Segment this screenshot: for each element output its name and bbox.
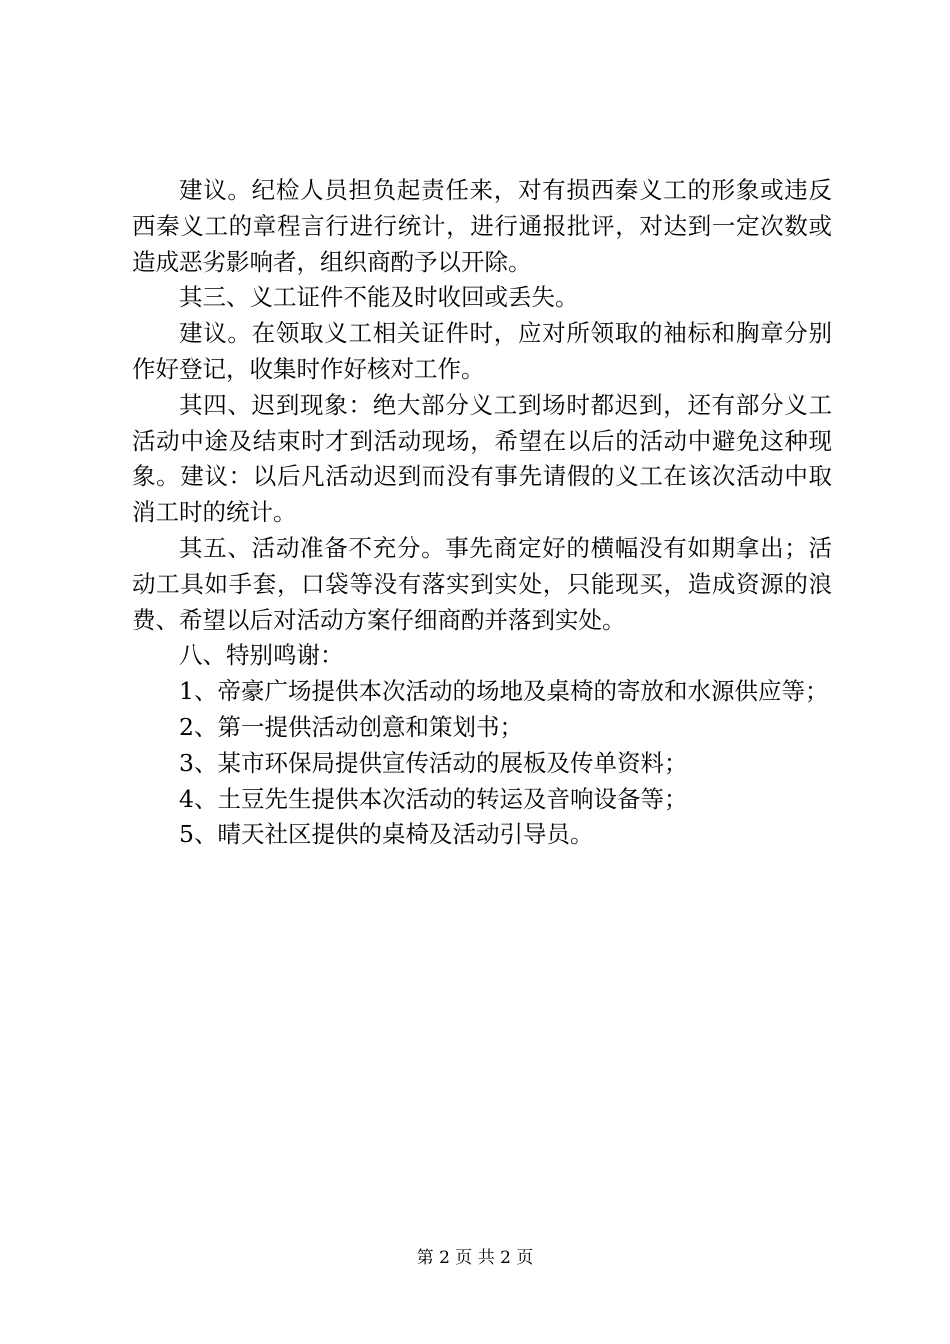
paragraph-recommendation-discipline: 建议。纪检人员担负起责任来，对有损西秦义工的形象或违反西秦义工的章程言行进行统计，进行通报批评，对达到一定次数或造成恶劣影响者，组织商酌予以开除。 [132,176,832,276]
page-number-label: 第 2 页 共 2 页 [416,1248,534,1268]
acknowledgement-item-3: 3、某市环保局提供宣传活动的展板及传单资料； [179,748,688,777]
acknowledgement-item-4: 4、土豆先生提供本次活动的转运及音响设备等； [179,784,688,813]
paragraph-recommendation-badges: 建议。在领取义工相关证件时，应对所领取的袖标和胸章分别作好登记，收集时作好核对工作。 [132,319,832,383]
page-footer [0,1248,950,1268]
paragraph-issue-five: 其五、活动准备不充分。事先商定好的横幅没有如期拿出；活动工具如手套，口袋等没有落实到实处，只能现买，造成资源的浪费、希望以后对活动方案仔细商酌并落到实处。 [132,533,832,634]
paragraph-issue-four: 其四、迟到现象：绝大部分义工到场时都迟到，还有部分义工活动中途及结束时才到活动现场，希望在以后的活动中避免这种现象。建议：以后凡活动迟到而没有事先请假的义工在该次活动中取消工时的统计。 [132,390,832,527]
acknowledgement-item-1: 1、帝豪广场提供本次活动的场地及桌椅的寄放和水源供应等； [179,677,829,706]
acknowledgement-item-2: 2、第一提供活动创意和策划书； [179,712,523,741]
document-body [132,173,832,853]
acknowledgement-item-5: 5、晴天社区提供的桌椅及活动引导员。 [179,820,594,849]
section-heading-acknowledgements: 八、特别鸣谢： [179,641,344,670]
paragraph-issue-three: 其三、义工证件不能及时收回或丢失。 [179,283,579,312]
